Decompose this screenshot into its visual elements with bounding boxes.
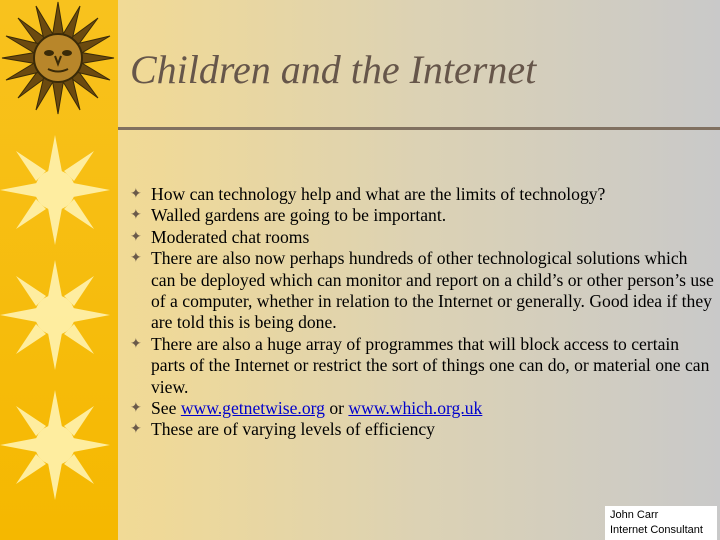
bullet-item <box>130 227 715 248</box>
getnetwise-link[interactable]: www.getnetwise.org <box>180 398 325 419</box>
sun-decorations <box>0 0 118 540</box>
bullet-text: Moderated chat rooms <box>151 226 310 247</box>
slide-title: Children and the Internet <box>130 47 537 92</box>
bullet-icon: ✦ <box>130 336 142 352</box>
bullet-icon: ✦ <box>130 229 142 245</box>
bullet-item <box>130 419 715 440</box>
bullet-text: or <box>324 398 349 419</box>
bullet-item <box>130 205 715 226</box>
which-link[interactable]: www.which.org.uk <box>348 398 483 419</box>
sun-sidebar <box>0 0 118 540</box>
bullet-icon: ✦ <box>130 422 142 438</box>
bullet-icon: ✦ <box>130 187 142 202</box>
bullet-item <box>130 184 715 205</box>
bullet-text: These are of varying levels of efficiency <box>151 419 435 440</box>
title-divider <box>118 127 720 130</box>
bullet-text: Walled gardens are going to be important. <box>151 205 447 226</box>
bullet-icon: ✦ <box>130 251 142 267</box>
bullet-text: There are also now perhaps hundreds of other technological solutions which can be deployed which can monitor and report on a child’s or other person’s use of a computer, whether in relation to the Internet or generally. Good idea if they are told this is being done. <box>151 248 714 333</box>
bullet-icon: ✦ <box>130 401 142 417</box>
footer-role: Internet Consultant <box>610 524 703 536</box>
sun-icon <box>0 260 110 370</box>
bullet-text: How can technology help and what are the limits of technology? <box>151 184 606 204</box>
bullet-item <box>130 334 715 398</box>
bullet-item-links <box>130 398 715 419</box>
sun-icon <box>0 390 110 500</box>
bullet-item <box>130 248 715 334</box>
bullet-text: There are also a huge array of programmes that will block access to certain parts of the Internet or restrict the sort of things one can do, or material one can view. <box>151 333 710 397</box>
bullet-icon: ✦ <box>130 208 142 224</box>
bullet-text: See <box>151 398 181 419</box>
sun-face-icon <box>2 2 114 114</box>
footer-credit <box>605 506 717 540</box>
footer-name: John Carr <box>610 509 659 521</box>
sun-icon <box>0 135 110 245</box>
bullet-list <box>130 184 715 441</box>
